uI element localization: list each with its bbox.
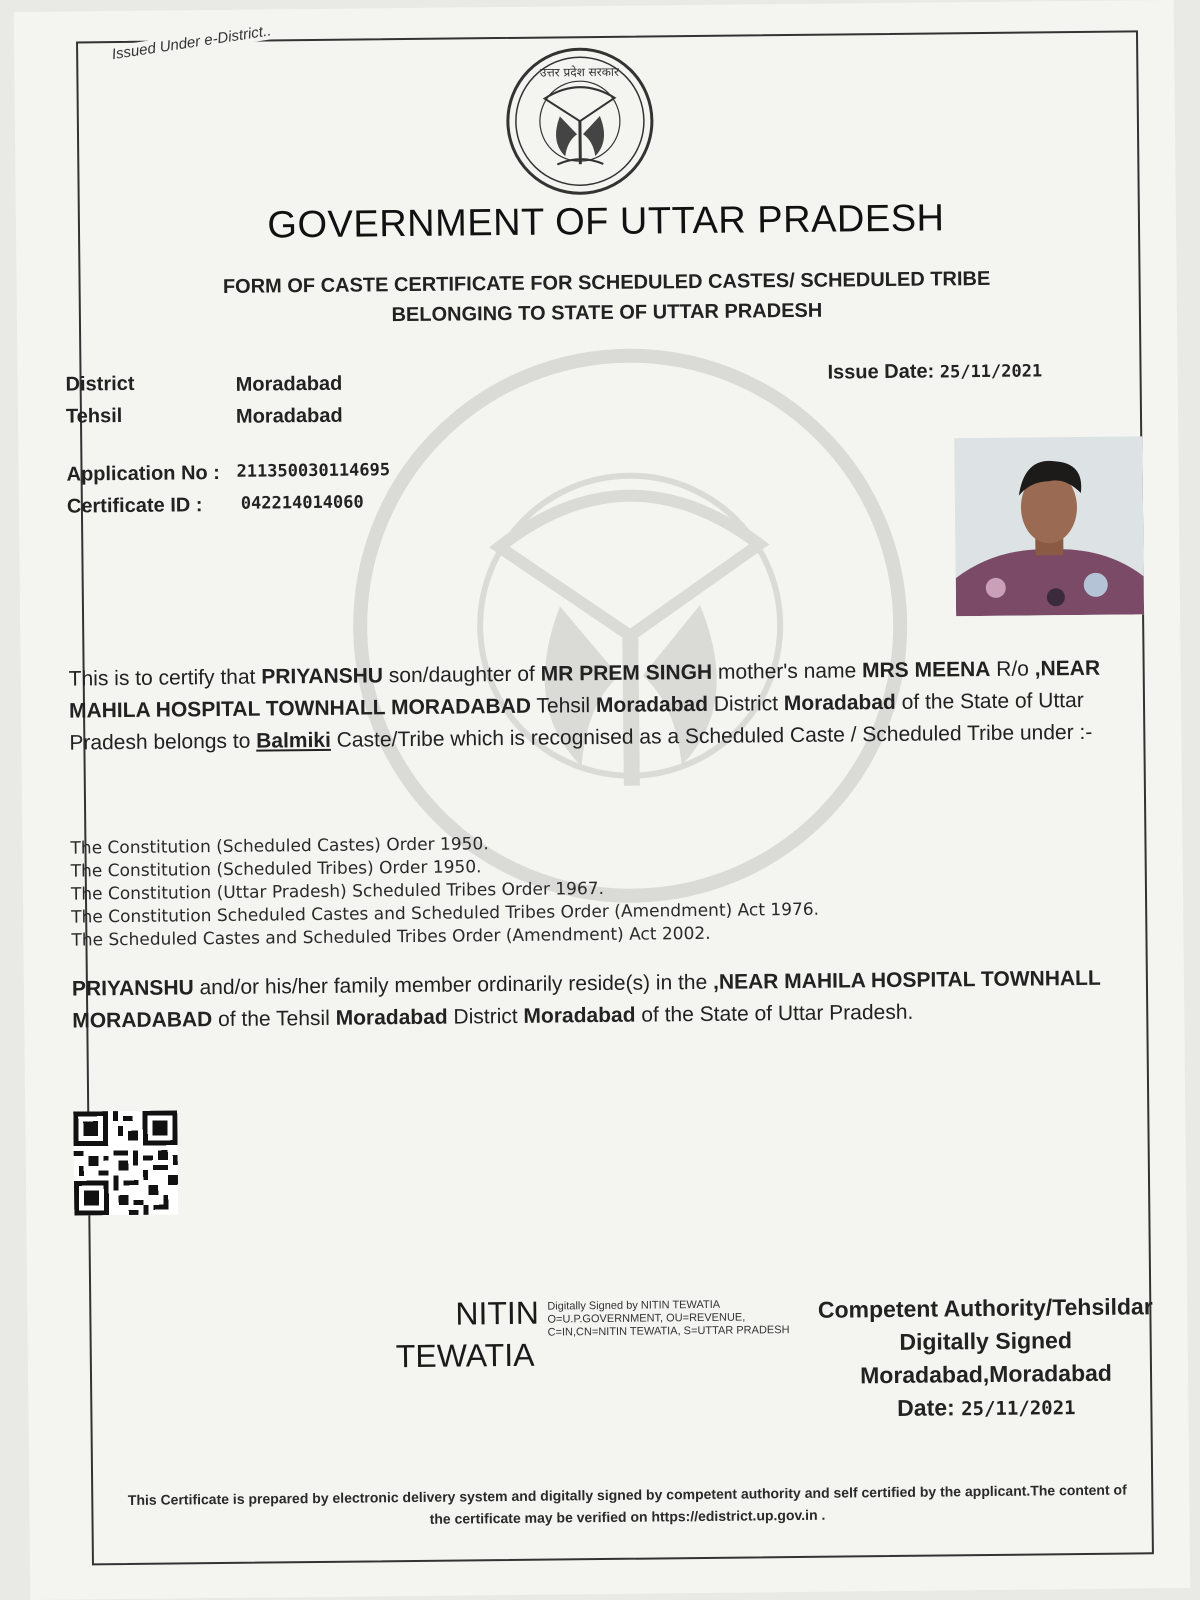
- certify-text: This is to certify that: [68, 665, 262, 691]
- certify-text: of the State of Uttar Pradesh belongs to: [69, 688, 1084, 755]
- tehsil-name: Moradabad: [595, 692, 709, 718]
- order-item: The Constitution (Uttar Pradesh) Scheduled Tribes Order 1967.: [70, 878, 605, 905]
- tehsil-label: Tehsil: [65, 405, 123, 428]
- certify-paragraph: [69, 652, 1150, 759]
- tehsil-name: Moradabad: [335, 1005, 448, 1030]
- form-title: [136, 263, 1077, 333]
- application-no-label: Application No :: [66, 461, 220, 486]
- certificate-id-value: 042214014060: [240, 492, 364, 514]
- authority-signed: Digitally Signed: [899, 1327, 1073, 1355]
- form-title-line2: BELONGING TO STATE OF UTTAR PRADESH: [391, 299, 823, 327]
- form-title-line1: FORM OF CASTE CERTIFICATE FOR SCHEDULED CASTES/ SCHEDULED TRIBE: [222, 267, 991, 298]
- tehsil-value: Moradabad: [235, 404, 343, 428]
- order-item: The Constitution (Scheduled Tribes) Order 1950.: [70, 857, 482, 882]
- certify-text: District: [707, 692, 784, 716]
- applicant-name: PRIYANSHU: [261, 664, 384, 689]
- certify-text: mother's name: [712, 659, 863, 684]
- residence-text: of the State of Uttar Pradesh.: [635, 1000, 914, 1027]
- issued-under-label: Issued Under e-District..: [107, 22, 277, 64]
- certify-text: Caste/Tribe which is recognised as a Scheduled Caste / Scheduled Tribe under :-: [330, 720, 1093, 752]
- certify-text: Tehsil: [530, 694, 597, 718]
- residence-address: ,NEAR MAHILA HOSPITAL TOWNHALL MORADABAD: [72, 966, 1101, 1033]
- district-value: Moradabad: [235, 372, 343, 396]
- watermark-emblem-icon: [347, 343, 913, 909]
- signer-first-name: NITIN: [455, 1294, 540, 1332]
- residence-text: of the Tehsil: [212, 1006, 336, 1032]
- order-item: The Constitution Scheduled Castes and Scheduled Tribes Order (Amendment) Act 1976.: [71, 899, 820, 928]
- authority-date-label: Date:: [897, 1394, 955, 1421]
- mother-name: MRS MEENA: [861, 657, 991, 683]
- emblem-text: उत्तर प्रदेश सरकार: [539, 64, 619, 80]
- residence-text: District: [447, 1004, 524, 1029]
- authority-date-value: 25/11/2021: [961, 1397, 1076, 1421]
- caste-name: Balmiki: [256, 728, 331, 753]
- applicant-photo: [954, 436, 1144, 616]
- authority-date: [806, 1389, 1166, 1428]
- orders-list: [70, 827, 1071, 952]
- certify-text: son/daughter of: [382, 662, 541, 688]
- certificate-page: [14, 0, 1191, 1600]
- issue-date: [827, 359, 1042, 384]
- applicant-name: PRIYANSHU: [71, 976, 194, 1001]
- page-title: GOVERNMENT OF UTTAR PRADESH: [267, 197, 945, 247]
- district-name: Moradabad: [783, 690, 896, 716]
- footer-note: This Certificate is prepared by electronic delivery system and digitally signed by competent authority and self certified by the applicant.The content of the certificate may be verified on https://edistrict.up.gov.in .: [127, 1481, 1127, 1527]
- certify-text: R/o: [990, 657, 1035, 681]
- issue-date-value: 25/11/2021: [939, 361, 1043, 383]
- residence-paragraph: [72, 963, 1113, 1038]
- residence-address: ,NEAR MAHILA HOSPITAL TOWNHALL MORADABAD: [68, 656, 1101, 723]
- digital-signature-details: Digitally Signed by NITIN TEWATIA O=U.P.GOVERNMENT, OU=REVENUE, C=IN,CN=NITIN TEWATIA, S=UTTAR PRADESH: [547, 1298, 790, 1339]
- residence-text: and/or his/her family member ordinarily reside(s) in the: [193, 970, 714, 1000]
- father-name: MR PREM SINGH: [540, 660, 713, 686]
- signer-last-name: TEWATIA: [395, 1336, 535, 1375]
- issue-date-label: Issue Date:: [827, 360, 935, 384]
- application-no-value: 211350030114695: [236, 460, 391, 482]
- qr-code: [73, 1110, 178, 1215]
- order-item: The Constitution (Scheduled Castes) Order 1950.: [70, 834, 489, 859]
- up-government-emblem-icon: [504, 45, 656, 197]
- authority-block: [805, 1290, 1166, 1428]
- authority-location: Moradabad,Moradabad: [860, 1359, 1113, 1389]
- certificate-id-label: Certificate ID :: [66, 494, 203, 518]
- authority-title: Competent Authority/Tehsildar: [817, 1293, 1153, 1323]
- order-item: The Scheduled Castes and Scheduled Tribes Order (Amendment) Act 2002.: [71, 923, 711, 951]
- district-name: Moradabad: [523, 1003, 636, 1028]
- district-label: District: [65, 372, 135, 396]
